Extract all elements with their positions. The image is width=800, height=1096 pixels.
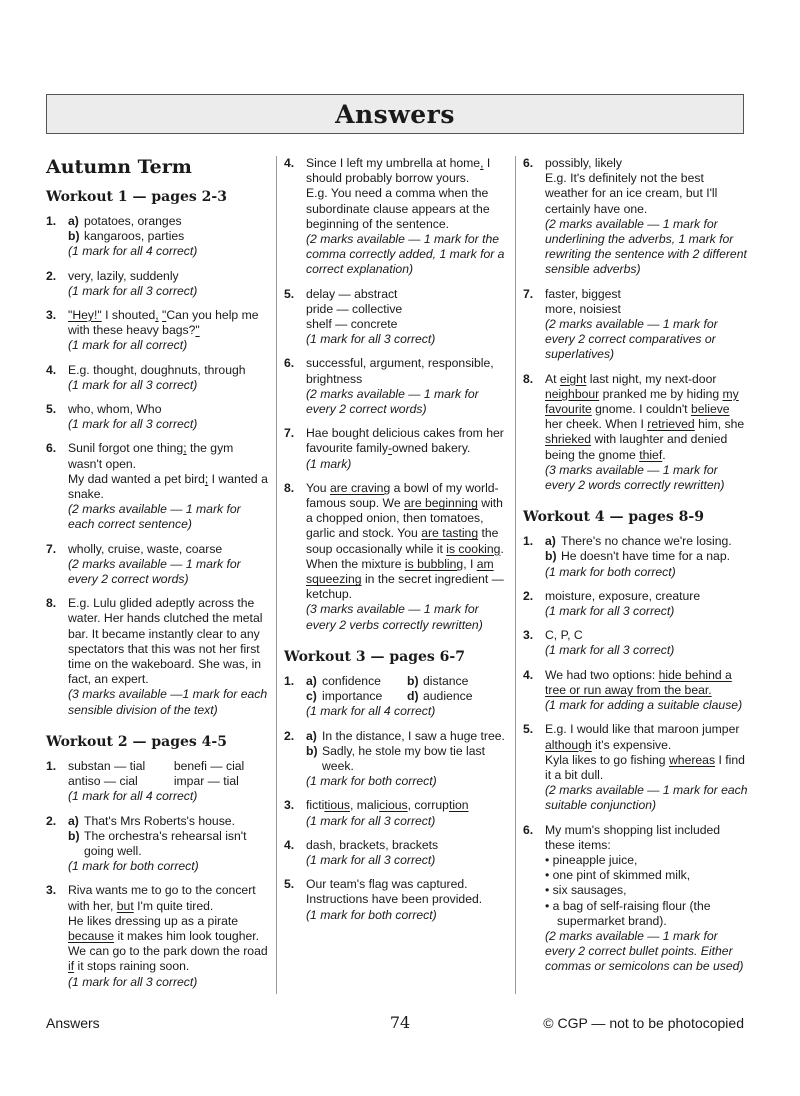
answer-item: 7. wholly, cruise, waste, coarse (2 marks available — 1 mark for every 2 correct words) xyxy=(46,541,241,587)
workout-heading: Workout 1 — pages 2-3 xyxy=(46,189,227,205)
answer-item: 3. fictitious, malicious, corruption (1 mark for all 3 correct) xyxy=(284,798,469,828)
answer-item: 1. substan — tial benefi — cial antiso — cial impar — tial (1 mark for all 4 correct) xyxy=(46,758,245,804)
answer-item: 4. We had two options: hide behind a tree or run away from the bear. (1 mark for adding a suitable clause) xyxy=(523,667,743,713)
answer-item: 4. E.g. thought, doughnuts, through (1 mark for all 3 correct) xyxy=(46,362,246,392)
footer-section-label: Answers xyxy=(46,1015,100,1031)
answer-item: 5. delay — abstract pride — collective shelf — concrete (1 mark for all 3 correct) xyxy=(284,286,436,347)
bullet-icon: • xyxy=(545,883,553,898)
answer-item: 2. very, lazily, suddenly (1 mark for all 3 correct) xyxy=(46,268,198,298)
workout-heading: Workout 4 — pages 8-9 xyxy=(523,509,704,526)
answer-item: 7. Hae bought delicious cakes from her favourite family-owned bakery. (1 mark) xyxy=(284,426,504,471)
column-divider xyxy=(276,156,277,994)
page-number: 74 xyxy=(389,1013,411,1032)
column-divider xyxy=(515,156,516,994)
answer-item: 8. At eight last night, my next-door neighbour pranked me by hiding my favourite gnome. I couldn't believe her cheek. When I retrieved him, she shrieked with laughter and denied being the gnome thief. (3 marks available — 1 mark for every 2 words correctly rewritten) xyxy=(523,371,745,493)
answer-item: 1. a) confidence b) distance c) importance d) audience (1 mark for all 4 correct) xyxy=(284,673,473,719)
answer-item: 8. E.g. Lulu glided adeptly across the water. Her hands clutched the metal bar. It became instantly clear to any spectators that this was not her first time on the wakeboard. She was, in fact, an expert. (3 marks available —1 mark for each sensible division of the text) xyxy=(46,596,268,717)
answer-item: 6. Sunil forgot one thing; the gym wasn't open. My dad wanted a pet bird; I wanted a snake. (2 marks available — 1 mark for each correct sentence) xyxy=(46,441,268,532)
answer-item: 6. My mum's shopping list included these items: • pineapple juice, • one pint of skimmed milk, • six sausages, • a bag of self-raising flour (the supermarket brand). (2 marks available — 1 mark for every 2 correct bullet points. Either commas or semicolons can be used) xyxy=(523,822,744,974)
answer-item: 4. Since I left my umbrella at home, I should probably borrow yours. E.g. You need a comma when the subordinate clause appears at the beginning of the sentence. (2 marks available — 1 mark for the comma correctly added, 1 mark for a correct explanation) xyxy=(284,156,505,277)
bullet-icon: • xyxy=(545,852,553,867)
bullet-icon: • xyxy=(545,868,553,883)
answer-item: 1. a) potatoes, oranges b) kangaroos, parties (1 mark for all 4 correct) xyxy=(46,214,198,259)
answer-item: 7. faster, biggest more, noisiest (2 marks available — 1 mark for every 2 correct comparatives or superlatives) xyxy=(523,286,718,362)
answer-item: 8. You are craving a bowl of my world-famous soup. We are beginning with a chopped onion, then tomatoes, garlic and stock. You are tasting the soup occasionally while it is cooking. When the mixture is bubbling, I am squeezing in the secret ingredient — ketchup. (3 marks available — 1 mark for every 2 verbs correctly rewritten) xyxy=(284,480,504,632)
answer-item: 2. a) That's Mrs Roberts's house. b) The orchestra's rehearsal isn't going well. (1 mark for both correct) xyxy=(46,813,247,874)
answer-item: 4. dash, brackets, brackets (1 mark for all 3 correct) xyxy=(284,837,439,867)
column-2 xyxy=(284,156,508,932)
answer-item: 2. a) In the distance, I saw a huge tree. b) Sadly, he stole my bow tie last week. (1 mark for both correct) xyxy=(284,728,505,789)
workout-heading: Workout 2 — pages 4-5 xyxy=(46,733,227,750)
term-heading: Autumn Term xyxy=(46,156,192,178)
workout-heading: Workout 3 — pages 6-7 xyxy=(284,648,465,665)
answer-item: 5. Our team's flag was captured. Instructions have been provided. (1 mark for both correct) xyxy=(284,877,483,922)
answers-banner xyxy=(46,94,744,134)
answer-item: 5. E.g. I would like that maroon jumper although it's expensive. Kyla likes to go fishing whereas I find it a bit dull. (2 marks available — 1 mark for each suitable conjunction) xyxy=(523,722,748,813)
answer-item: 5. who, whom, Who (1 mark for all 3 correct) xyxy=(46,402,198,432)
column-3 xyxy=(523,156,748,984)
answer-item: 3. C, P, C (1 mark for all 3 correct) xyxy=(523,628,675,658)
answer-item: 1. a) There's no chance we're losing. b) He doesn't have time for a nap. (1 mark for both correct) xyxy=(523,534,732,579)
answer-item: 2. moisture, exposure, creature (1 mark for all 3 correct) xyxy=(523,588,701,619)
answer-item: 6. successful, argument, responsible, brightness (2 marks available — 1 mark for every 2 correct words) xyxy=(284,356,494,417)
copyright-notice: © CGP — not to be photocopied xyxy=(543,1015,744,1031)
page-title: Answers xyxy=(335,99,455,129)
column-1 xyxy=(46,156,270,999)
answer-item: 3. "Hey!" I shouted, "Can you help me with these heavy bags?" (1 mark for all correct) xyxy=(46,308,259,353)
answer-item: 3. Riva wants me to go to the concert with her, but I'm quite tired. He likes dressing up as a pirate because it makes him look tougher. We can go to the park down the road if it stops raining soon. (1 mark for all 3 correct) xyxy=(46,883,268,989)
bullet-icon: • xyxy=(545,898,553,913)
answer-item: 6. possibly, likely E.g. It's definitely not the best weather for an ice cream, but I'll certainly have one. (2 marks available — 1 mark for underlining the adverbs, 1 mark for rewriting the sentence with 2 different sensible adverbs) xyxy=(523,156,747,277)
